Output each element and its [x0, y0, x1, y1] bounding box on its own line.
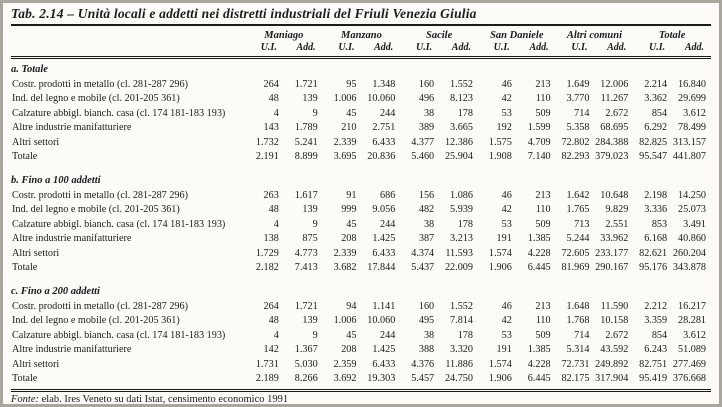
value-cell: 208 [341, 344, 357, 356]
row-label: Calzature abbigl. bianch. casa (cl. 174 181-183 193) [12, 107, 226, 119]
value-cell: 38 [423, 107, 435, 119]
row-label: Calzature abbigl. bianch. casa (cl. 174 181-183 193) [12, 218, 226, 230]
value-cell: 1.731 [255, 358, 279, 370]
value-cell: 4.773 [294, 247, 318, 259]
value-cell: 317.904 [595, 373, 629, 385]
value-cell: 6.445 [527, 262, 551, 274]
value-cell: 509 [535, 329, 551, 341]
value-cell: 509 [535, 218, 551, 230]
value-cell: 3.682 [333, 262, 357, 274]
value-cell: 9.056 [372, 204, 396, 216]
value-cell: 38 [423, 329, 435, 341]
value-cell: 376.668 [672, 373, 706, 385]
value-cell: 110 [535, 204, 551, 216]
table-row [11, 372, 711, 386]
value-cell: 1.732 [255, 136, 279, 148]
value-cell: 714 [574, 107, 590, 119]
value-cell: 313.157 [672, 136, 706, 148]
value-cell: 3.692 [333, 373, 357, 385]
value-cell: 4.709 [527, 136, 551, 148]
value-cell: 38 [423, 218, 435, 230]
value-cell: 249.892 [595, 358, 629, 370]
value-cell: 284.388 [595, 136, 629, 148]
value-cell: 263 [263, 189, 279, 201]
value-cell: 2.189 [255, 373, 279, 385]
row-label: Altri settori [12, 136, 60, 148]
value-cell: 7.814 [450, 315, 473, 327]
value-cell: 6.168 [644, 233, 668, 245]
value-cell: 42 [501, 315, 512, 327]
value-cell: 178 [457, 107, 473, 119]
row-label: Totale [12, 151, 38, 163]
value-cell: 686 [380, 189, 396, 201]
value-cell: 8.899 [294, 151, 318, 163]
value-cell: 72.731 [561, 358, 590, 370]
table-row [11, 77, 711, 91]
value-cell: 95.547 [639, 151, 668, 163]
row-label: Ind. del legno e mobile (cl. 201-205 361) [12, 204, 180, 216]
value-cell: 48 [268, 93, 279, 105]
value-cell: 8.123 [450, 93, 473, 105]
column-group-header: Manzano [341, 30, 382, 41]
value-cell: 139 [302, 93, 318, 105]
value-cell: 3.770 [566, 93, 590, 105]
value-cell: 854 [651, 329, 668, 341]
value-cell: 78.499 [677, 122, 706, 134]
table-row [11, 246, 711, 260]
value-cell: 6.445 [527, 373, 551, 385]
value-cell: 1.385 [527, 233, 551, 245]
table-row [11, 203, 711, 217]
value-cell: 1.006 [333, 93, 357, 105]
subcolumn-header: Add. [517, 41, 556, 58]
value-cell: 9 [312, 218, 318, 230]
value-cell: 387 [418, 233, 435, 245]
value-cell: 72.802 [561, 136, 590, 148]
value-cell: 42 [501, 93, 512, 105]
value-cell: 143 [263, 122, 279, 134]
value-cell: 1.729 [255, 247, 279, 259]
value-cell: 1.575 [488, 136, 512, 148]
subcolumn-header: U.I. [478, 41, 517, 58]
column-group-header: Maniago [264, 30, 304, 41]
value-cell: 33.962 [600, 233, 629, 245]
table-row [11, 314, 711, 328]
value-cell: 213 [535, 301, 551, 313]
value-cell: 6.433 [372, 358, 396, 370]
subcolumn-header: U.I. [323, 41, 362, 58]
section-label: c. Fino a 200 addetti [11, 286, 100, 298]
row-label: Altri settori [12, 247, 60, 259]
value-cell: 1.574 [488, 247, 512, 259]
value-cell: 4 [273, 218, 279, 230]
subcolumn-row [11, 41, 711, 58]
value-cell: 160 [418, 78, 435, 90]
value-cell: 853 [651, 218, 668, 230]
value-cell: 208 [341, 233, 357, 245]
value-cell: 1.721 [294, 301, 318, 313]
value-cell: 6.292 [644, 122, 668, 134]
value-cell: 43.592 [600, 344, 629, 356]
section-label: a. Totale [11, 64, 48, 75]
table-row [11, 121, 711, 135]
value-cell: 4 [273, 329, 279, 341]
value-cell: 6.433 [372, 247, 396, 259]
value-cell: 53 [501, 218, 512, 230]
value-cell: 10.060 [367, 93, 396, 105]
value-cell: 138 [263, 233, 279, 245]
value-cell: 4.228 [527, 358, 551, 370]
value-cell: 1.086 [450, 189, 473, 201]
value-cell: 82.751 [639, 358, 668, 370]
value-cell: 388 [418, 344, 435, 356]
value-cell: 82.293 [561, 151, 590, 163]
table-row [11, 188, 711, 202]
row-label: Altre industrie manifatturiere [12, 122, 132, 134]
page-title: Tab. 2.14 – Unità locali e addetti nei distretti industriali del Friuli Venezia Giulia [11, 6, 711, 26]
value-cell: 264 [263, 78, 279, 90]
subcolumn-header: Add. [439, 41, 478, 58]
value-cell: 40.860 [677, 233, 706, 245]
value-cell: 45 [346, 218, 357, 230]
value-cell: 11.593 [445, 247, 473, 259]
value-cell: 1.425 [372, 233, 396, 245]
subcolumn-header: U.I. [633, 41, 672, 58]
row-label: Altre industrie manifatturiere [12, 233, 132, 245]
value-cell: 19.303 [367, 373, 396, 385]
table-row [11, 300, 711, 314]
value-cell: 713 [574, 218, 590, 230]
row-label: Ind. del legno e mobile (cl. 201-205 361) [12, 93, 180, 105]
value-cell: 110 [535, 93, 551, 105]
value-cell: 3.359 [644, 315, 668, 327]
value-cell: 1.425 [372, 344, 396, 356]
value-cell: 17.844 [367, 262, 396, 274]
table-row [11, 135, 711, 149]
value-cell: 1.789 [294, 122, 318, 134]
table-row [11, 261, 711, 275]
value-cell: 1.599 [527, 122, 551, 134]
value-cell: 160 [418, 301, 435, 313]
value-cell: 2.191 [255, 151, 279, 163]
value-cell: 95.176 [639, 262, 668, 274]
value-cell: 4.376 [411, 358, 435, 370]
value-cell: 3.362 [644, 93, 668, 105]
table-row [11, 92, 711, 106]
row-label: Costr. prodotti in metallo (cl. 281-287 296) [12, 189, 188, 201]
column-group-header: Sacile [426, 30, 453, 41]
value-cell: 2.751 [372, 122, 396, 134]
subcolumn-header: Add. [672, 41, 711, 58]
value-cell: 11.886 [445, 358, 473, 370]
value-cell: 82.175 [561, 373, 590, 385]
row-label: Totale [12, 262, 38, 274]
column-group-header: San Daniele [490, 30, 544, 41]
value-cell: 233.177 [595, 247, 629, 259]
value-cell: 6.433 [372, 136, 396, 148]
subcolumn-header: Add. [361, 41, 400, 58]
value-cell: 482 [418, 204, 435, 216]
value-cell: 389 [418, 122, 435, 134]
header-spacer [11, 41, 245, 58]
value-cell: 1.906 [488, 373, 512, 385]
value-cell: 379.023 [595, 151, 629, 163]
value-cell: 5.244 [566, 233, 590, 245]
value-cell: 1.574 [488, 358, 512, 370]
value-cell: 5.460 [411, 151, 435, 163]
row-label: Ind. del legno e mobile (cl. 201-205 361) [12, 315, 180, 327]
value-cell: 509 [535, 107, 551, 119]
value-cell: 7.140 [527, 151, 551, 163]
data-table [11, 27, 711, 386]
value-cell: 178 [457, 218, 473, 230]
value-cell: 48 [268, 315, 279, 327]
value-cell: 244 [380, 107, 396, 119]
value-cell: 94 [346, 301, 357, 313]
value-cell: 3.336 [644, 204, 668, 216]
value-cell: 3.612 [683, 107, 706, 119]
table-body [11, 58, 711, 387]
value-cell: 4.228 [527, 247, 551, 259]
value-cell: 10.648 [600, 189, 629, 201]
subcolumn-header: U.I. [400, 41, 439, 58]
value-cell: 1.141 [372, 301, 396, 313]
value-cell: 1.721 [294, 78, 318, 90]
value-cell: 53 [501, 107, 512, 119]
value-cell: 95.419 [639, 373, 668, 385]
source-note [11, 389, 711, 405]
row-label: Altri settori [12, 358, 60, 370]
value-cell: 5.457 [411, 373, 435, 385]
value-cell: 3.320 [450, 344, 473, 356]
value-cell: 192 [496, 122, 512, 134]
value-cell: 46 [501, 78, 512, 90]
value-cell: 495 [418, 315, 435, 327]
value-cell: 5.314 [566, 344, 590, 356]
column-group-header: Totale [658, 30, 686, 41]
value-cell: 496 [418, 93, 435, 105]
value-cell: 142 [263, 344, 279, 356]
value-cell: 156 [418, 189, 435, 201]
value-cell: 29.699 [677, 93, 706, 105]
value-cell: 5.358 [566, 122, 590, 134]
table-row [11, 106, 711, 120]
value-cell: 9.829 [605, 204, 629, 216]
value-cell: 46 [501, 189, 512, 201]
value-cell: 1.908 [488, 151, 512, 163]
value-cell: 260.204 [672, 247, 706, 259]
value-cell: 3.213 [450, 233, 473, 245]
value-cell: 3.665 [450, 122, 473, 134]
value-cell: 25.073 [677, 204, 706, 216]
value-cell: 25.904 [444, 151, 473, 163]
value-cell: 1.649 [566, 78, 590, 90]
value-cell: 191 [496, 233, 512, 245]
value-cell: 1.642 [566, 189, 590, 201]
table-header [11, 27, 711, 58]
subcolumn-header: Add. [284, 41, 323, 58]
section-row [11, 275, 711, 299]
value-cell: 12.006 [600, 78, 629, 90]
value-cell: 10.158 [600, 315, 629, 327]
column-group-header: Altri comuni [566, 30, 623, 41]
value-cell: 1.348 [372, 78, 396, 90]
value-cell: 5.437 [411, 262, 435, 274]
value-cell: 5.939 [450, 204, 473, 216]
value-cell: 343.878 [672, 262, 706, 274]
value-cell: 213 [535, 189, 551, 201]
value-cell: 2.672 [605, 107, 629, 119]
value-cell: 16.217 [677, 301, 706, 313]
value-cell: 264 [263, 301, 279, 313]
value-cell: 1.385 [527, 344, 551, 356]
value-cell: 82.621 [639, 247, 668, 259]
column-group-row [11, 27, 711, 41]
value-cell: 210 [341, 122, 357, 134]
value-cell: 1.617 [294, 189, 318, 201]
value-cell: 82.825 [639, 136, 668, 148]
value-cell: 213 [535, 78, 551, 90]
value-cell: 1.765 [566, 204, 590, 216]
row-label: Totale [12, 373, 38, 385]
value-cell: 68.695 [600, 122, 629, 134]
value-cell: 45 [346, 107, 357, 119]
value-cell: 14.250 [677, 189, 706, 201]
value-cell: 1.768 [566, 315, 590, 327]
value-cell: 22.009 [444, 262, 473, 274]
value-cell: 875 [302, 233, 318, 245]
table-row [11, 217, 711, 231]
value-cell: 11.590 [600, 301, 629, 313]
header-spacer [11, 27, 245, 41]
value-cell: 5.241 [294, 136, 318, 148]
value-cell: 48 [268, 204, 279, 216]
value-cell: 46 [501, 301, 512, 313]
value-cell: 91 [346, 189, 357, 201]
value-cell: 24.750 [444, 373, 473, 385]
value-cell: 290.167 [595, 262, 629, 274]
value-cell: 2.182 [255, 262, 279, 274]
value-cell: 139 [302, 204, 318, 216]
value-cell: 1.552 [450, 301, 473, 313]
value-cell: 8.266 [294, 373, 318, 385]
value-cell: 2.672 [605, 329, 629, 341]
value-cell: 3.491 [683, 218, 706, 230]
table-row [11, 232, 711, 246]
value-cell: 53 [501, 329, 512, 341]
value-cell: 854 [651, 107, 668, 119]
value-cell: 1.906 [488, 262, 512, 274]
section-label: b. Fino a 100 addetti [11, 175, 101, 187]
row-label: Altre industrie manifatturiere [12, 344, 132, 356]
value-cell: 2.214 [644, 78, 668, 90]
value-cell: 2.198 [644, 189, 668, 201]
value-cell: 4.377 [411, 136, 435, 148]
subcolumn-header: U.I. [245, 41, 284, 58]
value-cell: 244 [380, 218, 396, 230]
value-cell: 20.836 [367, 151, 396, 163]
value-cell: 244 [380, 329, 396, 341]
value-cell: 1.552 [450, 78, 473, 90]
value-cell: 139 [302, 315, 318, 327]
value-cell: 2.339 [333, 136, 357, 148]
value-cell: 2.359 [333, 358, 357, 370]
value-cell: 110 [535, 315, 551, 327]
value-cell: 81.969 [561, 262, 590, 274]
table-row [11, 357, 711, 371]
value-cell: 9 [312, 329, 318, 341]
value-cell: 95 [346, 78, 357, 90]
value-cell: 2.212 [644, 301, 668, 313]
subcolumn-header: U.I. [556, 41, 595, 58]
value-cell: 4 [273, 107, 279, 119]
value-cell: 441.807 [672, 151, 706, 163]
value-cell: 5.030 [294, 358, 318, 370]
row-label: Calzature abbigl. bianch. casa (cl. 174 181-183 193) [12, 329, 226, 341]
value-cell: 12.386 [444, 136, 473, 148]
value-cell: 9 [312, 107, 318, 119]
value-cell: 714 [574, 329, 590, 341]
value-cell: 2.551 [605, 218, 629, 230]
value-cell: 2.339 [333, 247, 357, 259]
value-cell: 10.060 [367, 315, 396, 327]
value-cell: 4.374 [411, 247, 435, 259]
value-cell: 6.243 [644, 344, 668, 356]
value-cell: 11.267 [600, 93, 629, 105]
value-cell: 51.089 [677, 344, 706, 356]
value-cell: 45 [346, 329, 357, 341]
source-text: elab. Ires Veneto su dati Istat, censimento economico 1991 [39, 394, 289, 406]
value-cell: 7.413 [294, 262, 318, 274]
table-row [11, 343, 711, 357]
value-cell: 72.605 [561, 247, 590, 259]
value-cell: 999 [341, 204, 357, 216]
value-cell: 16.840 [677, 78, 706, 90]
value-cell: 1.367 [294, 344, 318, 356]
section-row [11, 164, 711, 188]
value-cell: 3.612 [683, 329, 706, 341]
value-cell: 28.281 [677, 315, 706, 327]
subcolumn-header: Add. [594, 41, 633, 58]
table-row [11, 150, 711, 164]
value-cell: 1.006 [333, 315, 357, 327]
source-label: Fonte: [11, 394, 39, 406]
value-cell: 1.648 [566, 301, 590, 313]
table-row [11, 328, 711, 342]
value-cell: 3.695 [333, 151, 357, 163]
row-label: Costr. prodotti in metallo (cl. 281-287 296) [12, 78, 188, 90]
value-cell: 178 [457, 329, 473, 341]
value-cell: 277.469 [672, 358, 706, 370]
row-label: Costr. prodotti in metallo (cl. 281-287 296) [12, 301, 188, 313]
value-cell: 191 [496, 344, 512, 356]
value-cell: 42 [501, 204, 512, 216]
section-row [11, 58, 711, 78]
